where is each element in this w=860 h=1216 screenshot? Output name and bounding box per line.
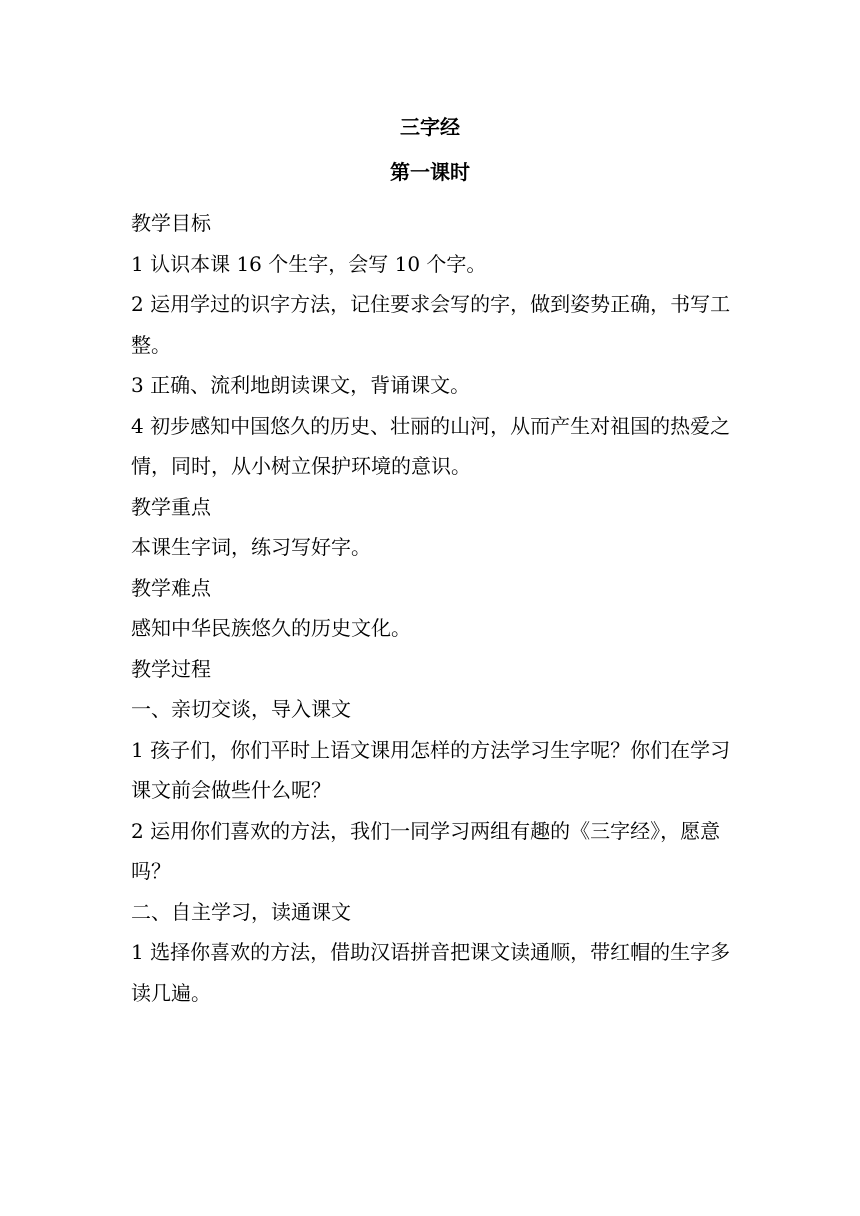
- section-2-item-1-line-b: 读几遍。: [131, 980, 211, 1005]
- section-1-heading: 一、亲切交谈，导入课文: [131, 697, 351, 721]
- document-body: [131, 203, 731, 1013]
- heading-difficulties: 教学难点: [131, 575, 211, 600]
- goal-1-line: 1 认识本课 16 个生字，会写 10 个字。: [131, 251, 487, 276]
- key-points-text: 本课生字词，练习写好字。: [131, 535, 371, 559]
- section-2-heading: 二、自主学习，读通课文: [131, 899, 351, 924]
- section-1-item-2-line-a: 2 运用你们喜欢的方法，我们一同学习两组有趣的《三字经》，愿意: [131, 818, 721, 843]
- section-1-item-2-line-b: 吗？: [131, 859, 171, 883]
- section-2-item-1-line-a: 1 选择你喜欢的方法，借助汉语拼音把课文读通顺，带红帽的生字多: [131, 940, 731, 964]
- goal-4-line-a: 4 初步感知中国悠久的历史、壮丽的山河，从而产生对祖国的热爱之: [131, 413, 731, 438]
- lesson-subtitle: 第一课时: [390, 160, 470, 184]
- heading-teaching-goals: 教学目标: [131, 211, 211, 235]
- heading-key-points: 教学重点: [131, 494, 211, 519]
- section-1-item-1-line-a: 1 孩子们，你们平时上语文课用怎样的方法学习生字呢？你们在学习: [131, 737, 731, 762]
- goal-2-line-a: 2 运用学过的识字方法，记住要求会写的字，做到姿势正确，书写工: [131, 292, 731, 316]
- goal-2-line-b: 整。: [131, 332, 171, 357]
- section-1-item-1-line-b: 课文前会做些什么呢？: [131, 778, 331, 802]
- document-title: 三字经: [400, 115, 460, 139]
- difficulties-text: 感知中华民族悠久的历史文化。: [131, 616, 411, 640]
- goal-3-line: 3 正确、流利地朗读课文，背诵课文。: [131, 373, 471, 397]
- goal-4-line-b: 情，同时，从小树立保护环境的意识。: [131, 454, 471, 478]
- heading-teaching-process: 教学过程: [131, 656, 211, 681]
